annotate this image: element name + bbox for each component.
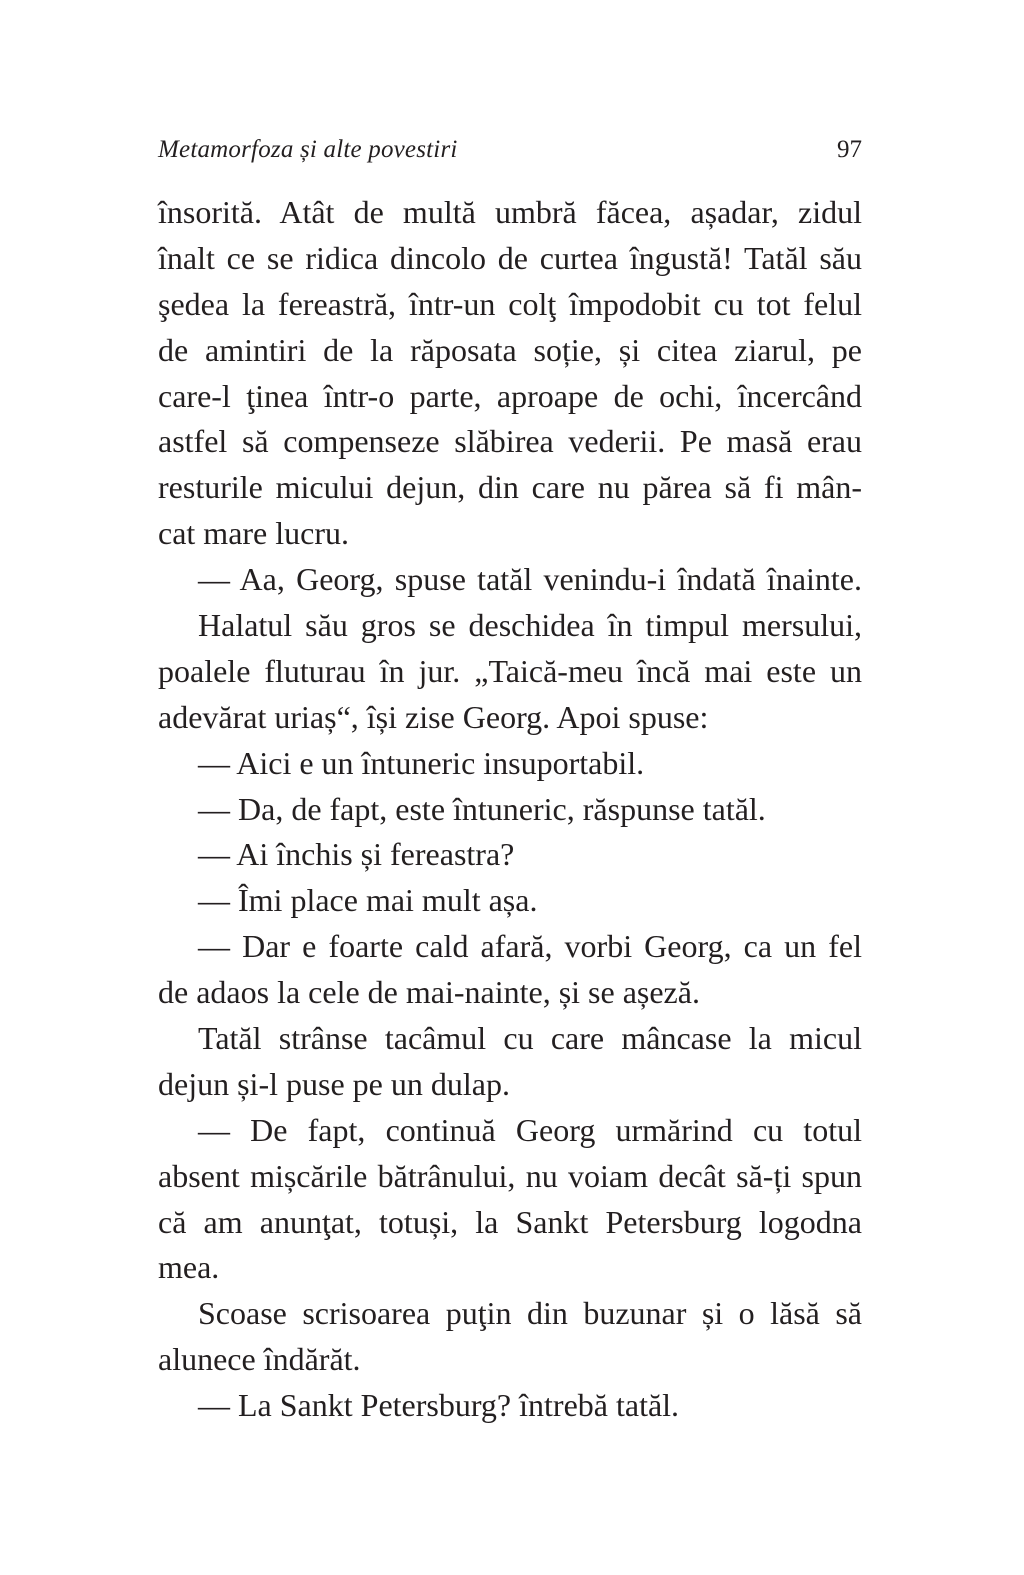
text-line: — La Sankt Petersburg? întrebă tatăl.	[198, 1387, 680, 1424]
text-line: care-l ţinea într-o parte, aproape de ochi, încercând	[158, 377, 862, 414]
text-line: alunece îndărăt.	[158, 1341, 361, 1378]
text-line: Scoase scrisoarea puţin din buzunar și o lăsă să	[198, 1295, 862, 1332]
text-line: absent mișcările bătrânului, nu voiam decât să-ți spun	[158, 1157, 862, 1194]
text-line: — De fapt, continuă Georg urmărind cu totul	[198, 1111, 862, 1148]
page-number: 97	[837, 136, 862, 163]
body-text	[158, 190, 862, 1429]
text-line: Tatăl strânse tacâmul cu care mâncase la micul	[198, 1020, 862, 1057]
text-line: — Ai închis și fereastra?	[198, 836, 515, 873]
text-line: — Aici e un întuneric insuportabil.	[198, 744, 645, 781]
text-line: înalt ce se ridica dincolo de curtea îngustă! Tatăl său	[158, 239, 862, 276]
running-header	[158, 130, 862, 170]
text-line: însorită. Atât de multă umbră făcea, așadar, zidul	[158, 194, 862, 230]
text-line: astfel să compenseze slăbirea vederii. Pe masă erau	[158, 423, 862, 460]
text-line: că am anunţat, totuși, la Sankt Petersburg logodna	[158, 1203, 862, 1240]
text-line: — Dar e foarte cald afară, vorbi Georg, ca un fel	[198, 928, 862, 965]
text-line: Halatul său gros se deschidea în timpul mersului,	[198, 607, 862, 644]
text-line: poalele fluturau în jur. „Taică-meu încă mai este un	[158, 652, 862, 689]
text-line: cat mare lucru.	[158, 515, 349, 552]
text-line: dejun și-l puse pe un dulap.	[158, 1065, 510, 1102]
text-line: — Îmi place mai mult așa.	[198, 882, 538, 919]
text-line: mea.	[158, 1249, 220, 1286]
text-line: de adaos la cele de mai-nainte, și se așeză.	[158, 974, 700, 1011]
text-line: şedea la fereastră, într-un colţ împodobit cu tot felul	[158, 285, 862, 322]
text-line: de amintiri de la răposata soție, și citea ziarul, pe	[158, 331, 862, 368]
text-line: — Aa, Georg, spuse tatăl venindu-i îndată înainte.	[198, 561, 862, 598]
running-title: Metamorfoza și alte povestiri	[158, 136, 458, 163]
text-line: — Da, de fapt, este întuneric, răspunse tatăl.	[198, 790, 766, 827]
text-line: resturile micului dejun, din care nu părea să fi mân-	[158, 469, 862, 506]
text-line: adevărat uriaș“, își zise Georg. Apoi spuse:	[158, 698, 709, 735]
